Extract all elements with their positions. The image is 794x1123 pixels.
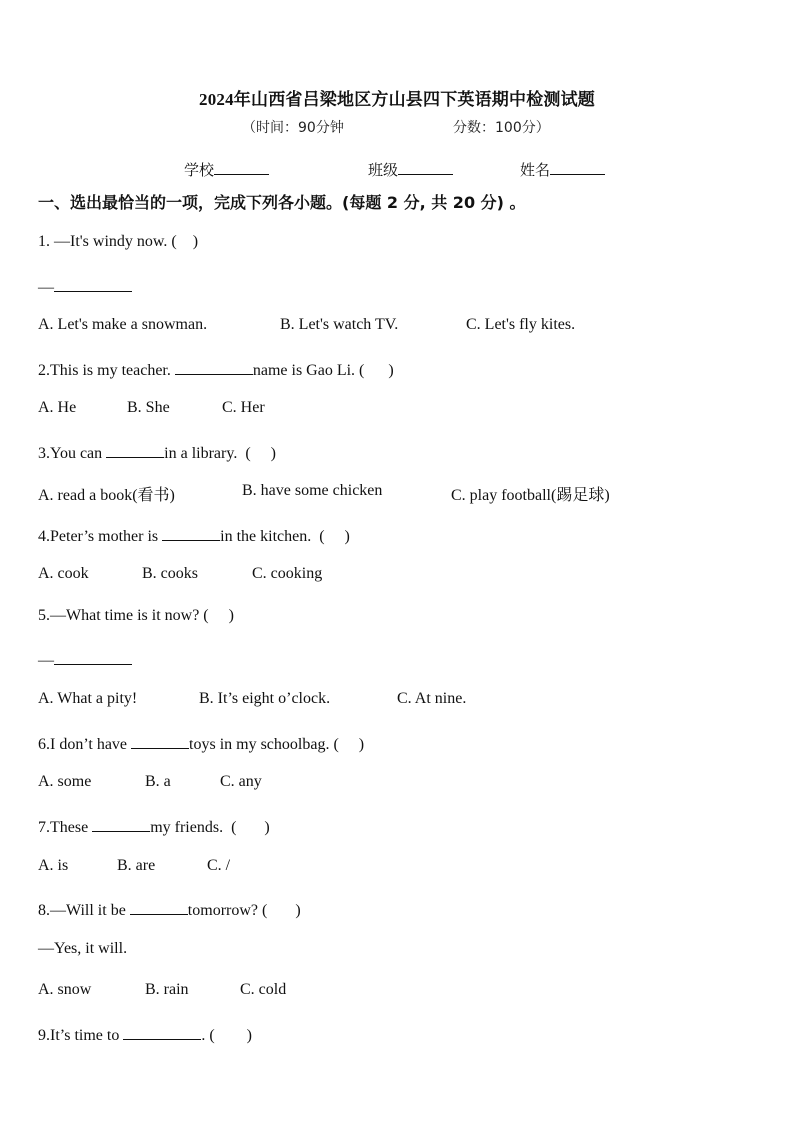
question-1-option-c: C. Let's fly kites. bbox=[466, 316, 576, 333]
question-6-stem bbox=[38, 732, 364, 754]
question-7-option-c: C. / bbox=[207, 857, 231, 874]
name-field bbox=[520, 159, 605, 180]
question-7-stem-before: 7.These bbox=[38, 819, 93, 836]
question-5-option-a: A. What a pity! bbox=[38, 690, 138, 707]
question-6-option-b: B. a bbox=[145, 773, 171, 790]
question-2-option-a: A. He bbox=[38, 399, 77, 416]
question-5-option-b: B. It’s eight o’clock. bbox=[199, 690, 331, 707]
question-2-option-c: C. Her bbox=[222, 399, 265, 416]
exam-time: （时间：90分钟 bbox=[242, 120, 344, 136]
name-blank bbox=[550, 160, 605, 175]
question-1-answer-line bbox=[38, 275, 132, 297]
question-8-stem bbox=[38, 898, 301, 920]
question-4-option-c: C. cooking bbox=[252, 565, 323, 582]
question-8-option-b: B. rain bbox=[145, 981, 189, 998]
class-label: 班级 bbox=[368, 161, 399, 179]
question-1-option-a: A. Let's make a snowman. bbox=[38, 316, 208, 333]
exam-title: 2024年山西省吕梁地区方山县四下英语期中检测试题 bbox=[199, 90, 595, 109]
question-2-stem-before: 2.This is my teacher. bbox=[38, 362, 175, 379]
question-9-stem-before: 9.It’s time to bbox=[38, 1027, 124, 1044]
name-label: 姓名 bbox=[520, 161, 551, 179]
question-4-stem-after: in the kitchen. ( ) bbox=[220, 528, 350, 545]
section-heading: 一、选出最恰当的一项，完成下列各小题。(每题 2 分, 共 20 分) 。 bbox=[38, 193, 526, 212]
class-field bbox=[368, 159, 453, 180]
question-3-option-b: B. have some chicken bbox=[242, 482, 383, 499]
answer-blank bbox=[54, 275, 132, 292]
question-5-option-c: C. At nine. bbox=[397, 690, 467, 707]
question-2-option-b: B. She bbox=[127, 399, 170, 416]
question-8-reply: —Yes, it will. bbox=[38, 940, 128, 957]
school-label: 学校 bbox=[184, 161, 215, 179]
question-4-stem-before: 4.Peter’s mother is bbox=[38, 528, 163, 545]
question-5-answer-line bbox=[38, 648, 132, 670]
question-3-option-c: C. play football(踢足球) bbox=[451, 487, 610, 504]
class-blank bbox=[398, 160, 453, 175]
question-4-option-a: A. cook bbox=[38, 565, 89, 582]
question-6-option-a: A. some bbox=[38, 773, 92, 790]
question-8-option-c: C. cold bbox=[240, 981, 287, 998]
fill-blank bbox=[130, 898, 188, 915]
question-1-stem: 1. —It's windy now. ( ) bbox=[38, 233, 199, 250]
question-4-option-b: B. cooks bbox=[142, 565, 198, 582]
question-6-option-c: C. any bbox=[220, 773, 262, 790]
question-3-stem-after: in a library. ( ) bbox=[164, 445, 276, 462]
question-6-stem-after: toys in my schoolbag. ( ) bbox=[189, 736, 365, 753]
question-3-stem bbox=[38, 441, 276, 463]
fill-blank bbox=[175, 358, 253, 375]
question-8-stem-before: 8.—Will it be bbox=[38, 902, 130, 919]
fill-blank bbox=[131, 732, 189, 749]
question-9-stem-after: . ( ) bbox=[201, 1027, 252, 1044]
question-3-option-a: A. read a book(看书) bbox=[38, 487, 175, 504]
question-7-option-b: B. are bbox=[117, 857, 156, 874]
question-8-option-a: A. snow bbox=[38, 981, 92, 998]
fill-blank bbox=[123, 1023, 201, 1040]
fill-blank bbox=[92, 815, 150, 832]
question-7-stem-after: my friends. ( ) bbox=[150, 819, 270, 836]
answer-dash: — bbox=[38, 279, 54, 296]
fill-blank bbox=[106, 441, 164, 458]
question-7-stem bbox=[38, 815, 270, 837]
exam-score: 分数：100分） bbox=[453, 120, 550, 136]
school-blank bbox=[214, 160, 269, 175]
answer-dash: — bbox=[38, 652, 54, 669]
question-5-stem: 5.—What time is it now? ( ) bbox=[38, 607, 234, 624]
question-6-stem-before: 6.I don’t have bbox=[38, 736, 132, 753]
question-2-stem-after: name is Gao Li. ( ) bbox=[252, 362, 394, 379]
school-field bbox=[184, 159, 269, 180]
question-4-stem bbox=[38, 524, 350, 546]
question-8-stem-after: tomorrow? ( ) bbox=[187, 902, 301, 919]
fill-blank bbox=[162, 524, 220, 541]
question-3-stem-before: 3.You can bbox=[38, 445, 107, 462]
question-7-option-a: A. is bbox=[38, 857, 69, 874]
question-2-stem bbox=[38, 358, 394, 380]
question-1-option-b: B. Let's watch TV. bbox=[280, 316, 399, 333]
question-9-stem bbox=[38, 1023, 252, 1045]
answer-blank bbox=[54, 648, 132, 665]
